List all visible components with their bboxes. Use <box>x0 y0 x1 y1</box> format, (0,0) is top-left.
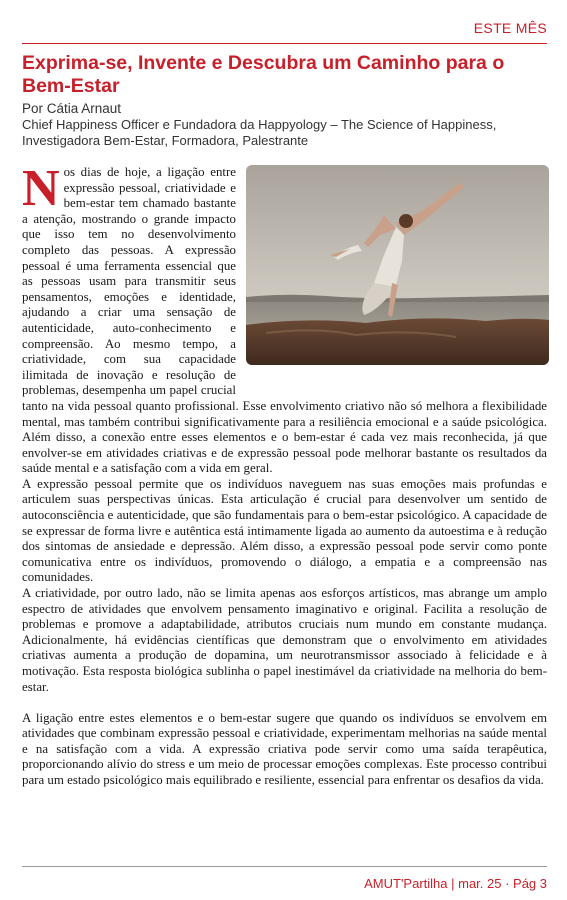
author-role-line-1: Chief Happiness Officer e Fundadora da Happyology – The Science of Happiness, <box>22 117 497 132</box>
article-body <box>22 160 547 789</box>
paragraph-3: A criatividade, por outro lado, não se limita apenas aos esforços artísticos, mas abrange um amplo espectro de atividades que envolvem pensamento imaginativo e original. Facilita a resolução de problemas e promove a adaptabilidade, atributos cruciais num mundo em constante mudança. Adicionalmente, há evidências científicas que demonstram que o envolvimento em atividades criativas aumenta a produção de dopamina, um neurotransmissor associado à felicidade e à motivação. Esta resposta biológica sublinha o papel inestimável da criatividade na melhoria do bem-estar. <box>22 586 547 694</box>
footer-divider <box>22 866 547 867</box>
byline <box>22 101 547 149</box>
photo-wrap-space <box>244 165 547 393</box>
paragraph-4: A ligação entre estes elementos e o bem-estar sugere que quando os indivíduos se envolvem em atividades que combinam expressão pessoal e criatividade, experimentam melhorias na saúde mental e na satisfação com a vida. A expressão criativa pode servir como uma saída terapêutica, proporcionando alívio do stress e um meio de processar emoções complexas. Este processo contribui para um estado psicológico mais equilibrado e resiliente, essencial para enfrentar os desafios da vida. <box>22 710 547 788</box>
footer-page-info: AMUT'Partilha | mar. 25 · Pág 3 <box>364 876 547 891</box>
article-title: Exprima-se, Invente e Descubra um Caminho para o Bem-Estar <box>22 52 505 97</box>
author-name: Por Cátia Arnaut <box>22 101 122 116</box>
header-divider <box>22 43 547 44</box>
drop-cap: N <box>22 160 60 217</box>
paragraph-1: os dias de hoje, a ligação entre expressão pessoal, criatividade e bem-estar tem chamado bastante a atenção, mostrando o grande impacto que isso tem no desenvolvimento completo das pessoas. A expressão pessoal é uma ferramenta essencial que as pessoas usam para transmitir seus pensamentos, emoções e identidade, ajudando a criar uma sensação de autenticidade, auto-conhecimento e compreensão. Ao mesmo tempo, a criatividade, com sua capacidade ilimitada de inovação e resolução de problemas, desempenha um papel crucial tanto na vida pessoal quanto profissional. Esse envolvimento criativo não só melhora a flexibilidade mental, mas também contribui significativamente para a resiliência emocional e a saúde psicológica. Além disso, a conexão entre esses elementos e o bem-estar é cada vez mais reconhecida, já que envolver-se em atividades criativas e de expressão pessoal pode melhorar bastante os resultados da saúde mental e a satisfação com a vida em geral. <box>22 165 547 476</box>
paragraph-2: A expressão pessoal permite que os indivíduos naveguem nas suas emoções mais profundas e articulem suas perspectivas únicas. Esta articulação é crucial para desenvolver um sentido de autoconsciência e autenticidade, que são fundamentais para o bem-estar psicológico. A capacidade de se expressar de forma livre e autêntica está intimamente ligada ao aumento da autoestima e à redução dos sintomas de ansiedade e depressão. Além disso, a expressão pessoal pode servir como ponte comunicativa entre os indivíduos, promovendo o diálogo, a empatia e a compreensão nas comunidades. <box>22 476 547 585</box>
author-role-line-2: Investigadora Bem-Estar, Formadora, Palestrante <box>22 133 309 148</box>
section-label: ESTE MÊS <box>473 20 547 36</box>
